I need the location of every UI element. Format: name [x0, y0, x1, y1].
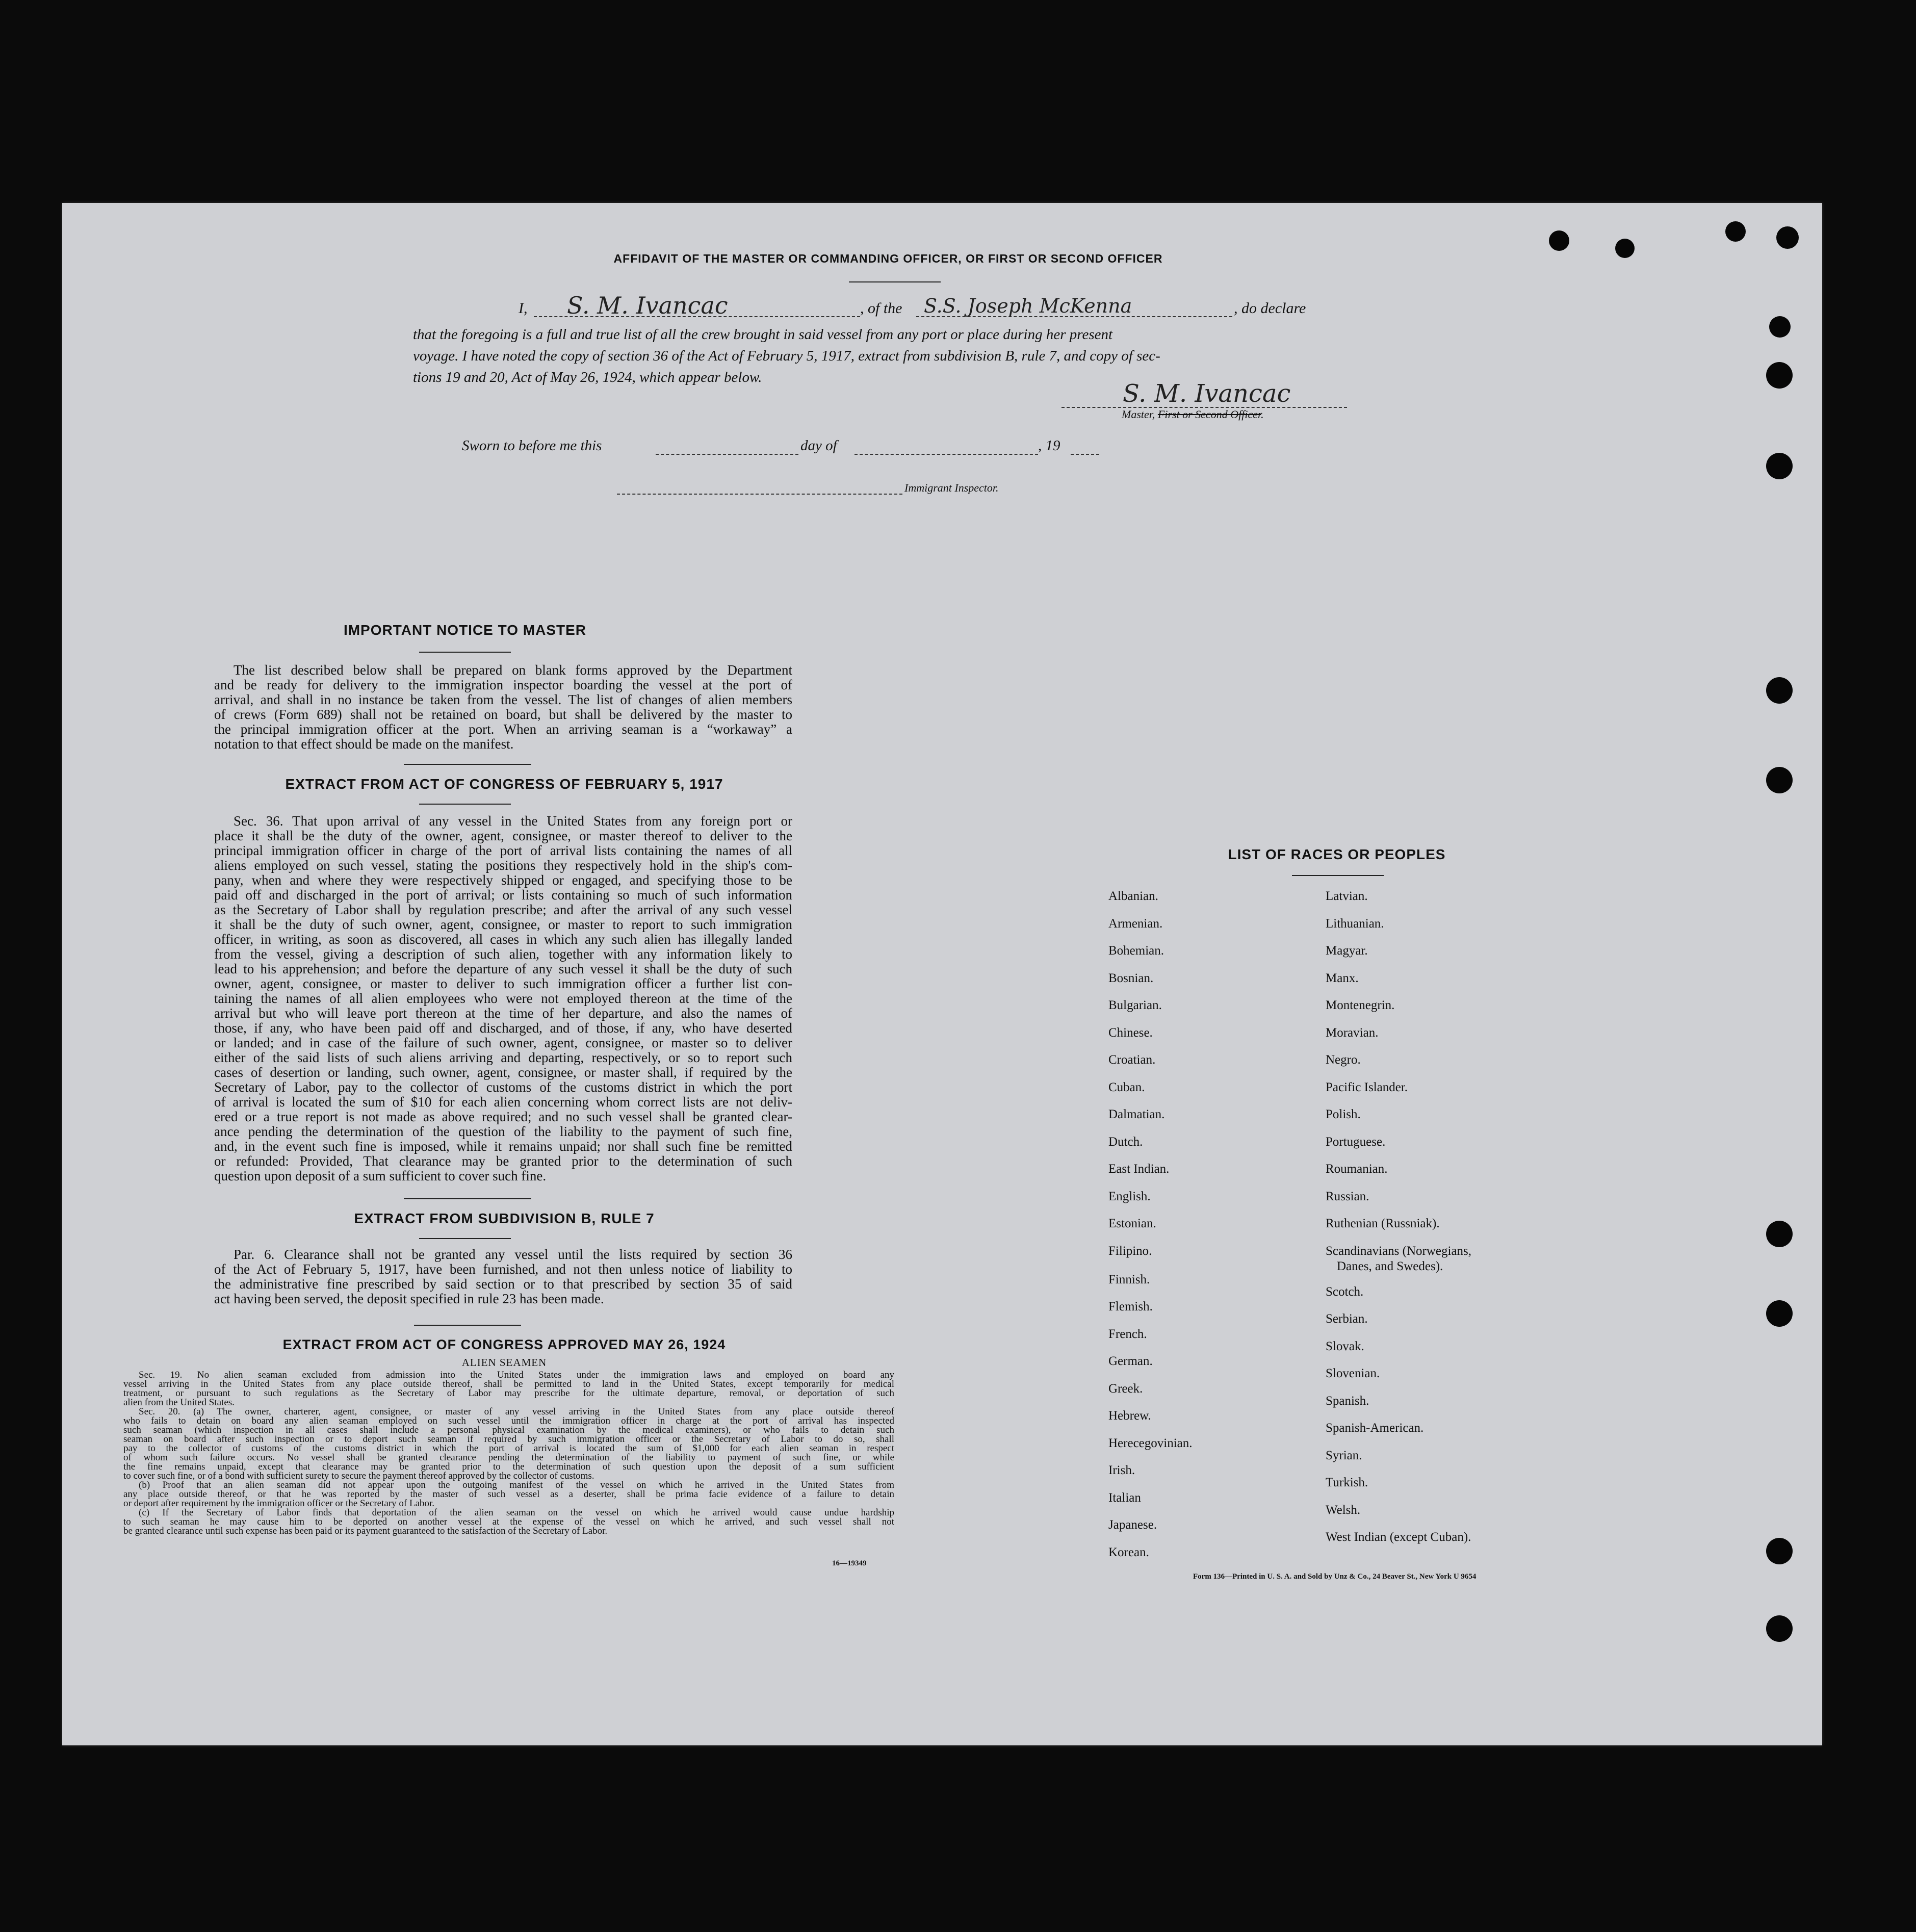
punch-hole — [1776, 226, 1799, 249]
race-item: Chinese. — [1108, 1025, 1153, 1040]
sworn-year-field — [1071, 437, 1099, 455]
race-item: Bulgarian. — [1108, 998, 1162, 1012]
text-line: principal immigration officer in charge of the port of arrival lists containing the names of all — [214, 843, 792, 858]
text-line: any place outside thereof, or that he was reported by the master of such vessel as a deserter, shall be prima facie evidence of a failure to detain — [123, 1490, 894, 1499]
race-item: Hebrew. — [1108, 1409, 1151, 1423]
section-divider — [404, 1198, 531, 1199]
signature-line — [1061, 387, 1347, 408]
race-item: Japanese. — [1108, 1518, 1157, 1532]
document-sheet — [62, 203, 1822, 1745]
race-item: Latvian. — [1326, 889, 1368, 903]
text-line: act having been served, the deposit specified in rule 23 has been made. — [214, 1292, 604, 1306]
text-line: or refunded: Provided, That clearance may be granted prior to the determination of such — [214, 1154, 792, 1169]
extract-rule7-title: EXTRACT FROM SUBDIVISION B, RULE 7 — [354, 1210, 655, 1226]
punch-hole — [1766, 453, 1793, 479]
race-item: Scotch. — [1326, 1284, 1364, 1299]
sworn-line — [462, 437, 1176, 458]
text-line: and be ready for delivery to the immigration inspector boarding the vessel at the port of — [214, 678, 792, 692]
race-item: Bosnian. — [1108, 971, 1154, 985]
text-line: Par. 6. Clearance shall not be granted any vessel until the lists required by section 36 — [234, 1247, 792, 1262]
text-line: the principal immigration officer at the port. When an arriving seaman is a “workaway” a — [214, 722, 792, 737]
race-item: Ruthenian (Russniak). — [1326, 1217, 1440, 1230]
text-line: ance pending the determination of the question of the liability to the payment of such fine, — [214, 1124, 792, 1139]
race-item: Irish. — [1108, 1463, 1135, 1477]
race-item: Welsh. — [1326, 1503, 1361, 1517]
text-line: it shall be the duty of such owner, agent, consignee, or master to report to such immigration — [214, 917, 792, 932]
affidavit-title: AFFIDAVIT OF THE MASTER OR COMMANDING OFFICER, OR FIRST OR SECOND OFFICER — [613, 252, 1163, 265]
text-line: those, if any, who have been paid off and discharged, and of those, if any, who have deserted — [214, 1021, 792, 1036]
race-item: Roumanian. — [1326, 1162, 1388, 1176]
race-item: Cuban. — [1108, 1080, 1145, 1094]
punch-hole — [1766, 362, 1793, 389]
race-item: West Indian (except Cuban). — [1326, 1530, 1471, 1544]
affidavit-body-line3: tions 19 and 20, Act of May 26, 1924, which appear below. — [413, 369, 762, 385]
notice-title: IMPORTANT NOTICE TO MASTER — [343, 622, 587, 638]
text-line: ered or a true report is not made as above required; and no such vessel shall be granted clear- — [214, 1110, 792, 1124]
race-item: Italian — [1108, 1490, 1141, 1505]
master-signature: S. M. Ivancac — [1123, 379, 1291, 408]
extract-1917-rule — [419, 804, 511, 805]
text-line: either of the said lists of such aliens arriving and departing, respectively, or so to report such — [214, 1050, 792, 1065]
race-item: Syrian. — [1326, 1448, 1362, 1462]
text-line: owner, agent, consignee, or master to deliver to such immigration officer a further list con- — [214, 976, 792, 991]
master-label: Master, — [1122, 408, 1155, 421]
text-line: or deport after requirement by the immigration officer or the Secretary of Labor. — [123, 1499, 435, 1508]
sworn-month-field — [855, 437, 1038, 455]
text-line: officer, in writing, as soon as discovered, all cases in which any such alien has illegally landed — [214, 932, 792, 947]
punch-hole — [1766, 1300, 1793, 1327]
punch-hole — [1766, 1615, 1793, 1642]
races-title-rule — [1292, 875, 1384, 876]
punch-hole — [1766, 767, 1793, 793]
text-line: vessel arriving in the United States from any place outside thereof, shall be permitted to land in the United States, except temporarily for medical — [123, 1380, 894, 1389]
text-line: of crews (Form 689) shall not be retained on board, but shall be delivered by the master to — [214, 707, 792, 722]
inspector-signature-line — [617, 478, 902, 495]
punch-hole — [1766, 677, 1793, 704]
text-line: place it shall be the duty of the owner, agent, consignee, or master thereof to deliver to the — [214, 829, 792, 843]
race-item: Dalmatian. — [1108, 1107, 1165, 1121]
text-line: to such seaman he may cause him to be deported on another vessel at the expense of the vessel on which he arrived, and such vessel shall not — [123, 1517, 894, 1527]
race-item: Herecegovinian. — [1108, 1436, 1193, 1450]
text-line: Sec. 19. No alien seaman excluded from admission into the United States under the immigration laws and employed on board any — [139, 1371, 894, 1380]
race-item: Spanish-American. — [1326, 1421, 1424, 1435]
signature-caption — [1122, 408, 1264, 421]
text-line: Sec. 20. (a) The owner, charterer, agent, consignee, or master of any vessel arriving in the United States from any place outside thereof — [139, 1407, 894, 1416]
punch-hole — [1766, 1538, 1793, 1564]
punch-hole — [1615, 239, 1635, 258]
punch-hole — [1766, 1221, 1793, 1247]
race-item: Filipino. — [1108, 1244, 1152, 1258]
text-line: arrival, and shall in no instance be taken from the vessel. The list of changes of alien members — [214, 692, 792, 707]
text-line: pany, when and where they were respectively shipped or engaged, and specifying those to be — [214, 873, 792, 888]
text-line: (b) Proof that an alien seaman did not appear upon the outgoing manifest of the vessel on which he arrived in the United States from — [139, 1481, 894, 1490]
punch-hole — [1769, 316, 1791, 338]
race-item: Pacific Islander. — [1326, 1080, 1408, 1094]
text-line: to cover such fine, or of a bond with sufficient surety to secure the payment thereof approved by the collector of customs. — [123, 1472, 594, 1481]
text-line: of whom such failure occurs. No vessel shall be granted clearance pending the determination of the liability to payment of such fine, or while — [123, 1453, 894, 1462]
text-line: The list described below shall be prepared on blank forms approved by the Department — [234, 663, 792, 678]
punch-hole — [1549, 230, 1569, 251]
text-line: of arrival is located the sum of $10 for each alien concerning whom correct lists are not deliv- — [214, 1095, 792, 1110]
text-line: of the Act of February 5, 1917, have been furnished, and not then unless notice of liability to — [214, 1262, 792, 1277]
vessel-name-handwriting: S.S. Joseph McKenna — [924, 295, 1132, 317]
text-line: pay to the collector of customs of the customs district in which the port of arrival is located the sum of $1,000 for each alien seaman in respect — [123, 1444, 894, 1453]
text-line: Secretary of Labor, pay to the collector of customs of the customs district in which the port — [214, 1080, 792, 1095]
race-item: Finnish. — [1108, 1272, 1150, 1286]
text-line: aliens employed on such vessel, stating the positions they respectively hold in the ship's com- — [214, 858, 792, 873]
year-prefix: , 19 — [1038, 437, 1060, 454]
text-line: paid off and discharged in the port of arrival; or lists containing so much of such information — [214, 888, 792, 903]
race-item: French. — [1108, 1327, 1147, 1341]
text-line: such seaman (which inspection in all cases shall include a personal physical examination by the medical examiners), or who fails to detain such — [123, 1426, 894, 1435]
affidavit-body-line2: voyage. I have noted the copy of section 36 of the Act of February 5, 1917, extract from subdivision B, rule 7, and copy of sec- — [413, 348, 1160, 364]
text-line: question upon deposit of a sum sufficient to cover such fine. — [214, 1169, 547, 1183]
race-item: Manx. — [1326, 971, 1359, 985]
race-item: German. — [1108, 1354, 1153, 1368]
race-item: Polish. — [1326, 1107, 1361, 1121]
section-divider — [404, 764, 531, 765]
race-item: Croatian. — [1108, 1053, 1156, 1067]
text-line: seaman on board after such inspection or to deport such seaman if required by such immigration officer or the Secretary of Labor to do so, shall — [123, 1435, 894, 1444]
race-item: Moravian. — [1326, 1025, 1379, 1040]
race-item: Lithuanian. — [1326, 916, 1384, 931]
text-line: cases of desertion or landing, such owner, agent, consignee, or master shall, if required by the — [214, 1065, 792, 1080]
notice-body — [214, 663, 792, 752]
extract-1924-body — [123, 1371, 894, 1536]
extract-rule7-body — [214, 1247, 792, 1306]
race-item: Portuguese. — [1326, 1135, 1386, 1149]
text-line: the fine remains unpaid, except that clearance may be granted prior to the determination of such question upon the deposit of a sum sufficient — [123, 1462, 894, 1472]
race-item: Albanian. — [1108, 889, 1158, 903]
section-divider — [414, 1325, 521, 1326]
race-item: East Indian. — [1108, 1162, 1170, 1176]
text-line: who fails to detain on board any alien seaman employed on such vessel until the immigration officer in charge at the port of arrival has inspected — [123, 1416, 894, 1426]
affidavit-declaration-line — [460, 294, 1444, 322]
race-item: Armenian. — [1108, 916, 1163, 931]
sworn-label: Sworn to before me this — [462, 437, 602, 454]
race-item: Dutch. — [1108, 1135, 1143, 1149]
extract-1924-code: 16—19349 — [832, 1559, 867, 1567]
text-line: lead to his apprehension; and before the departure of any such vessel it shall be the duty of such — [214, 962, 792, 976]
affidavit-title-rule — [849, 281, 941, 282]
race-item: Scandinavians (Norwegians, — [1326, 1244, 1472, 1258]
text-line: the administrative fine prescribed by said section or to that prescribed by section 35 of said — [214, 1277, 792, 1292]
text-line: Sec. 36. That upon arrival of any vessel in the United States from any foreign port or — [234, 814, 792, 829]
extract-1917-title: EXTRACT FROM ACT OF CONGRESS OF FEBRUARY 5, 1917 — [285, 776, 723, 792]
notice-title-rule — [419, 652, 511, 653]
race-item: Magyar. — [1326, 944, 1368, 958]
race-item: Greek. — [1108, 1381, 1143, 1396]
race-item: Turkish. — [1326, 1476, 1368, 1489]
race-item: Flemish. — [1108, 1300, 1153, 1313]
extract-1917-body — [214, 814, 792, 1183]
punch-hole — [1725, 221, 1746, 242]
text-line: (c) If the Secretary of Labor finds that deportation of the alien seaman on the vessel on which he arrived would cause undue hardship — [139, 1508, 894, 1517]
race-item: Bohemian. — [1108, 944, 1164, 958]
do-declare-label: , do declare — [1234, 300, 1306, 317]
struck-officer-label: First or Second Officer — [1157, 408, 1261, 421]
text-line: from the vessel, giving a description of such alien, together with any information likely to — [214, 947, 792, 962]
race-item: Negro. — [1326, 1053, 1361, 1067]
race-item: Korean. — [1108, 1545, 1149, 1559]
race-item: Danes, and Swedes). — [1337, 1259, 1443, 1273]
sworn-day-field — [656, 437, 798, 455]
day-of-label: day of — [800, 437, 837, 454]
text-line: notation to that effect should be made on the manifest. — [214, 737, 514, 752]
race-item: Serbian. — [1326, 1312, 1368, 1326]
race-item: English. — [1108, 1189, 1151, 1203]
race-item: Estonian. — [1108, 1217, 1156, 1230]
master-name-handwriting: S. M. Ivancac — [567, 292, 728, 319]
race-item: Montenegrin. — [1326, 998, 1395, 1012]
text-line: be granted clearance until such expense has been paid or its payment guaranteed to the satisfaction of the Secretary of Labor. — [123, 1527, 608, 1536]
extract-rule7-rule — [419, 1238, 511, 1239]
extract-1924-title: EXTRACT FROM ACT OF CONGRESS APPROVED MAY 26, 1924 — [282, 1337, 726, 1352]
i-label: I, — [519, 300, 528, 317]
text-line: as the Secretary of Labor shall by regulation prescribe; and after the arrival of any such vessel — [214, 903, 792, 917]
race-item: Slovak. — [1326, 1339, 1364, 1353]
text-line: or landed; and in case of the failure of such owner, agent, consignee, or master so to deliver — [214, 1036, 792, 1050]
race-item: Slovenian. — [1326, 1367, 1380, 1380]
of-the-label: , of the — [860, 300, 902, 317]
extract-1924-subtitle: ALIEN SEAMEN — [461, 1356, 547, 1369]
race-item: Spanish. — [1326, 1394, 1369, 1408]
text-line: alien from the United States. — [123, 1398, 235, 1407]
race-item: Russian. — [1326, 1189, 1369, 1203]
text-line: treatment, or pursuant to such regulations as the Secretary of Labor may prescribe for the ultimate departure, removal, or deportation of such — [123, 1389, 894, 1398]
text-line: arrival but who will leave port thereon at the time of her departure, and also the names of — [214, 1006, 792, 1021]
text-line: taining the names of all alien employees who were not employed thereon at the time of the — [214, 991, 792, 1006]
caption-period: . — [1261, 408, 1264, 421]
inspector-label: Immigrant Inspector. — [904, 481, 999, 494]
races-title: LIST OF RACES OR PEOPLES — [1228, 846, 1446, 862]
text-line: and, in the event such fine is imposed, while it remains unpaid; nor shall such fine be remitted — [214, 1139, 792, 1154]
affidavit-body-line1: that the foregoing is a full and true list of all the crew brought in said vessel from any port or place during her present — [413, 326, 1113, 343]
form-footer: Form 136—Printed in U. S. A. and Sold by Unz & Co., 24 Beaver St., New York U 9654 — [1193, 1573, 1477, 1581]
